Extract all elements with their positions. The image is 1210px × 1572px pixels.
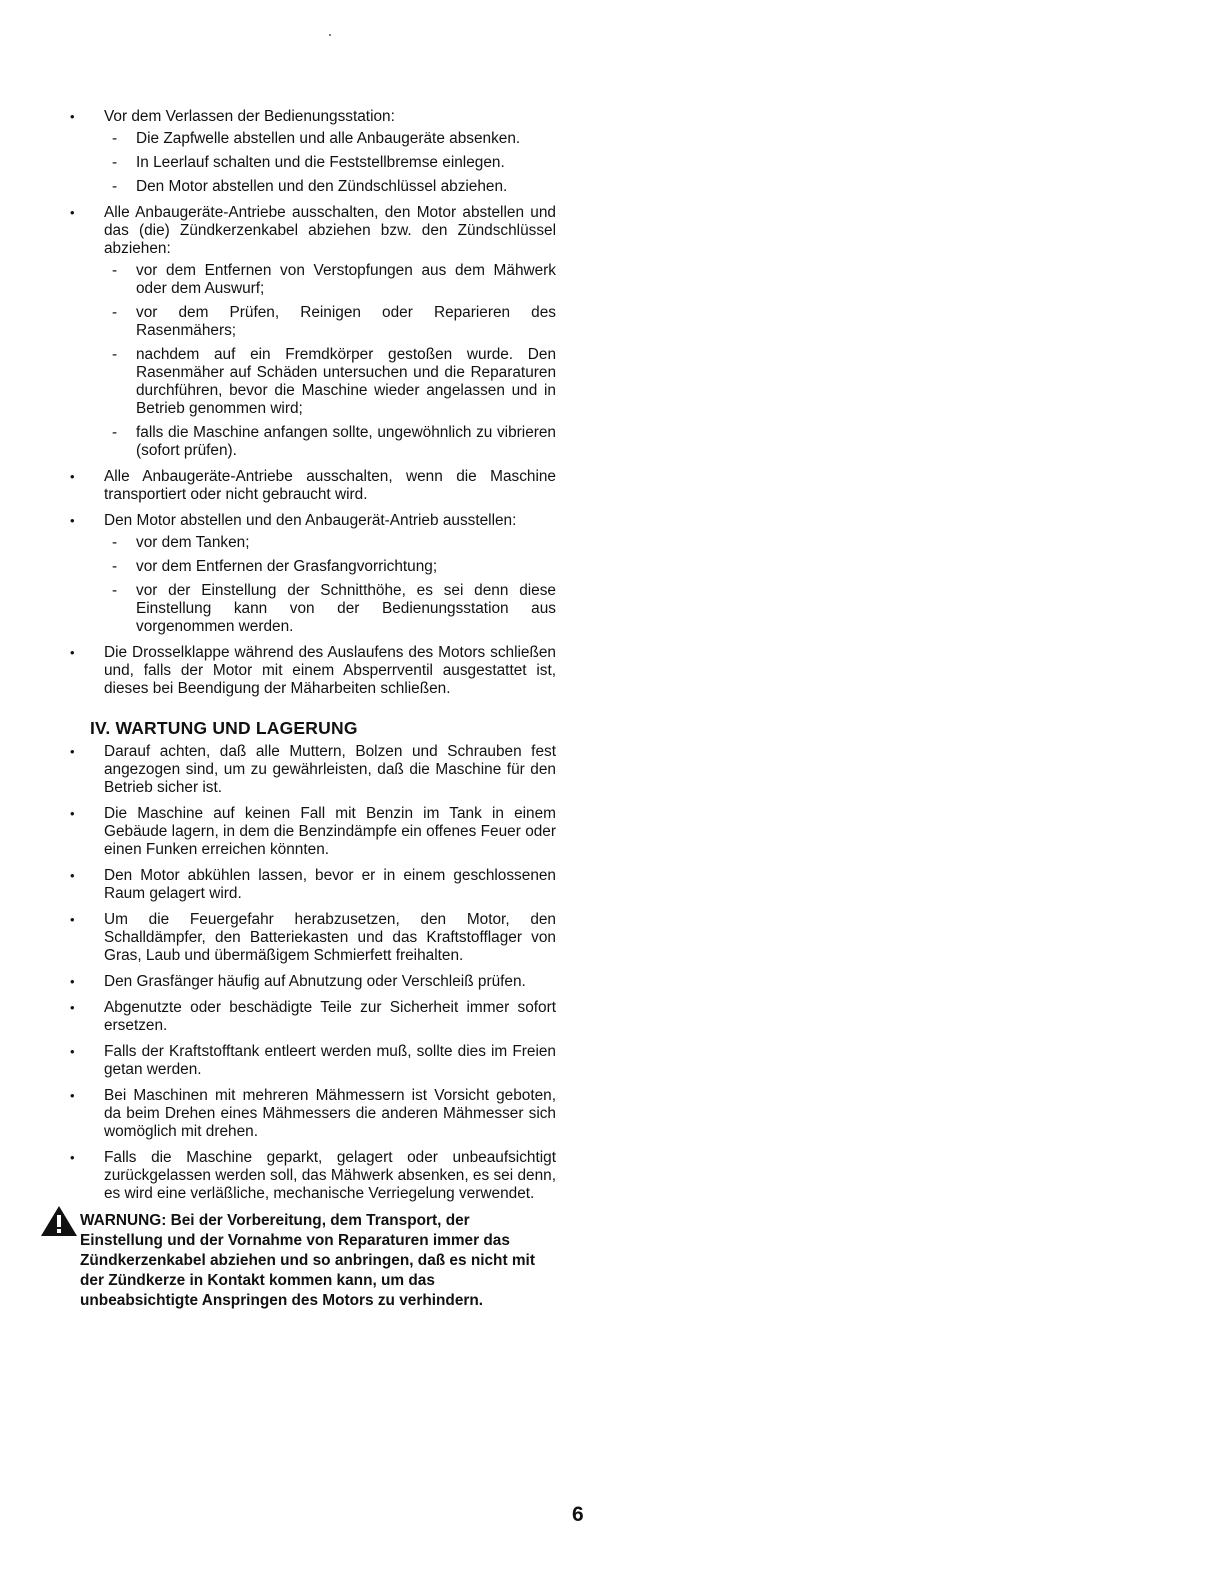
sub-list	[104, 262, 556, 460]
dash-icon: -	[112, 558, 118, 575]
warning-triangle-icon	[40, 1205, 78, 1237]
bullet-icon: •	[70, 1150, 75, 1165]
bullet-icon: •	[70, 806, 75, 821]
sub-list	[104, 130, 556, 196]
dash-icon: -	[112, 262, 118, 279]
bullet-icon: •	[70, 868, 75, 883]
main-column	[66, 108, 556, 1311]
section-heading: IV. WARTUNG UND LAGERUNG	[90, 718, 358, 738]
dash-icon: -	[112, 582, 118, 599]
sub-item: - Den Motor abstellen und den Zündschlüssel abziehen.	[112, 178, 508, 195]
sub-item: - vor dem Tanken;	[112, 534, 250, 551]
list-item: • Alle Anbaugeräte-Antriebe ausschalten, wenn die Maschine transportiert oder nicht gebraucht wird.	[70, 468, 556, 503]
list-item: • Falls der Kraftstofftank entleert werden muß, sollte dies im Freien getan werden.	[70, 1043, 556, 1078]
list-item: • Den Grasfänger häufig auf Abnutzung oder Verschleiß prüfen.	[70, 973, 526, 990]
sub-list	[104, 534, 556, 636]
sub-item: - vor dem Prüfen, Reinigen oder Reparieren des Rasenmähers;	[112, 304, 556, 339]
sub-item: - vor dem Entfernen der Grasfangvorrichtung;	[112, 558, 438, 575]
list-item: • Die Drosselklappe während des Auslaufens des Motors schließen und, falls der Motor mit einem Absperrventil ausgestattet ist, dieses bei Beendigung der Mäharbeiten schließen.	[70, 644, 556, 697]
bullet-icon: •	[70, 1088, 75, 1103]
bullet-icon: •	[70, 645, 75, 660]
list-item: • Den Motor abkühlen lassen, bevor er in einem geschlossenen Raum gelagert wird.	[70, 867, 556, 902]
bullet-icon: •	[70, 1044, 75, 1059]
dash-icon: -	[112, 304, 118, 321]
list-item: • Darauf achten, daß alle Muttern, Bolzen und Schrauben fest angezogen sind, um zu gewährleisten, daß die Maschine für den Betrieb sicher ist.	[70, 743, 556, 796]
warning-block	[80, 1211, 556, 1311]
dash-icon: -	[112, 534, 118, 551]
warning-text: WARNUNG: Bei der Vorbereitung, dem Transport, der Einstellung und der Vornahme von Reparaturen immer das Zündkerzenkabel abziehen und so anbringen, daß es nicht mit der Zündkerze in Kontakt kommen kann, um das unbeabsichtigte Anspringen des Motors zu verhindern.	[80, 1212, 535, 1309]
list-item: • Vor dem Verlassen der Bedienungsstation: - Die Zapfwelle abstellen und alle Anbaugeräte absenken. - In Leerlauf schalten und die Feststellbremse einlegen. - Den Motor abstellen und den Zündschlüssel abziehen.	[66, 108, 556, 196]
dash-icon: -	[112, 178, 118, 195]
sub-item: - falls die Maschine anfangen sollte, ungewöhnlich zu vibrieren (sofort prüfen).	[112, 424, 556, 459]
bullet-icon: •	[70, 513, 75, 528]
bullet-icon: •	[70, 744, 75, 759]
bullet-icon: •	[70, 912, 75, 927]
dash-icon: -	[112, 424, 118, 441]
bullet-icon: •	[70, 469, 75, 484]
sub-item: - In Leerlauf schalten und die Feststellbremse einlegen.	[112, 154, 505, 171]
dash-icon: -	[112, 154, 118, 171]
bullet-icon: •	[70, 974, 75, 989]
bullet-icon: •	[70, 109, 75, 124]
safety-list	[66, 108, 556, 698]
list-item: • Falls die Maschine geparkt, gelagert oder unbeaufsichtigt zurückgelassen werden soll, das Mähwerk absenken, es sei denn, es wird eine verläßliche, mechanische Verriegelung verwendet.	[70, 1149, 556, 1202]
dash-icon: -	[112, 346, 118, 363]
bullet-icon: •	[70, 1000, 75, 1015]
list-item: • Bei Maschinen mit mehreren Mähmessern ist Vorsicht geboten, da beim Drehen eines Mähmessers die anderen Mähmesser sich womöglich mit drehen.	[70, 1087, 556, 1140]
list-item: • Die Maschine auf keinen Fall mit Benzin im Tank in einem Gebäude lagern, in dem die Benzindämpfe ein offenes Feuer oder einen Funken erreichen könnten.	[70, 805, 556, 858]
page-number: 6	[572, 1503, 584, 1526]
sub-item: - Die Zapfwelle abstellen und alle Anbaugeräte absenken.	[112, 130, 521, 147]
list-item: • Den Motor abstellen und den Anbaugerät-Antrieb ausstellen: - vor dem Tanken; - vor dem Entfernen der Grasfangvorrichtung; - vor der Einstellung der Schnitthöhe, es sei denn diese Einstellung kann von der Bedienungsstation aus vorgenommen werden.	[70, 512, 556, 635]
maintenance-list	[66, 743, 556, 1203]
sub-item: - vor dem Entfernen von Verstopfungen aus dem Mähwerk oder dem Auswurf;	[112, 262, 556, 297]
list-item: • Abgenutzte oder beschädigte Teile zur Sicherheit immer sofort ersetzen.	[70, 999, 556, 1034]
bullet-icon: •	[70, 205, 75, 220]
scan-speck	[329, 34, 331, 36]
list-item: • Um die Feuergefahr herabzusetzen, den Motor, den Schalldämpfer, den Batteriekasten und das Kraftstofflager von Gras, Laub und übermäßigem Schmierfett freihalten.	[70, 911, 556, 964]
list-item: • Alle Anbaugeräte-Antriebe ausschalten, den Motor abstellen und das (die) Zündkerzenkabel abziehen bzw. den Zündschlüssel abziehen: - vor dem Entfernen von Verstopfungen aus dem Mähwerk oder dem Auswurf; - vor dem Prüfen, Reinigen oder Reparieren des Rasenmähers; - nachdem auf ein Fremdkörper gestoßen wurde. Den Rasenmäher auf Schäden untersuchen und die Reparaturen durchführen, bevor die Maschine wieder angelassen und in Betrieb genommen wird; - falls die Maschine anfangen sollte, ungewöhnlich zu vibrieren (sofort prüfen).	[70, 204, 556, 459]
sub-item: - nachdem auf ein Fremdkörper gestoßen wurde. Den Rasenmäher auf Schäden untersuchen und die Reparaturen durchführen, bevor die Maschine wieder angelassen und in Betrieb genommen wird;	[112, 346, 556, 417]
sub-item: - vor der Einstellung der Schnitthöhe, es sei denn diese Einstellung kann von der Bedienungsstation aus vorgenommen werden.	[112, 582, 556, 635]
dash-icon: -	[112, 130, 118, 147]
